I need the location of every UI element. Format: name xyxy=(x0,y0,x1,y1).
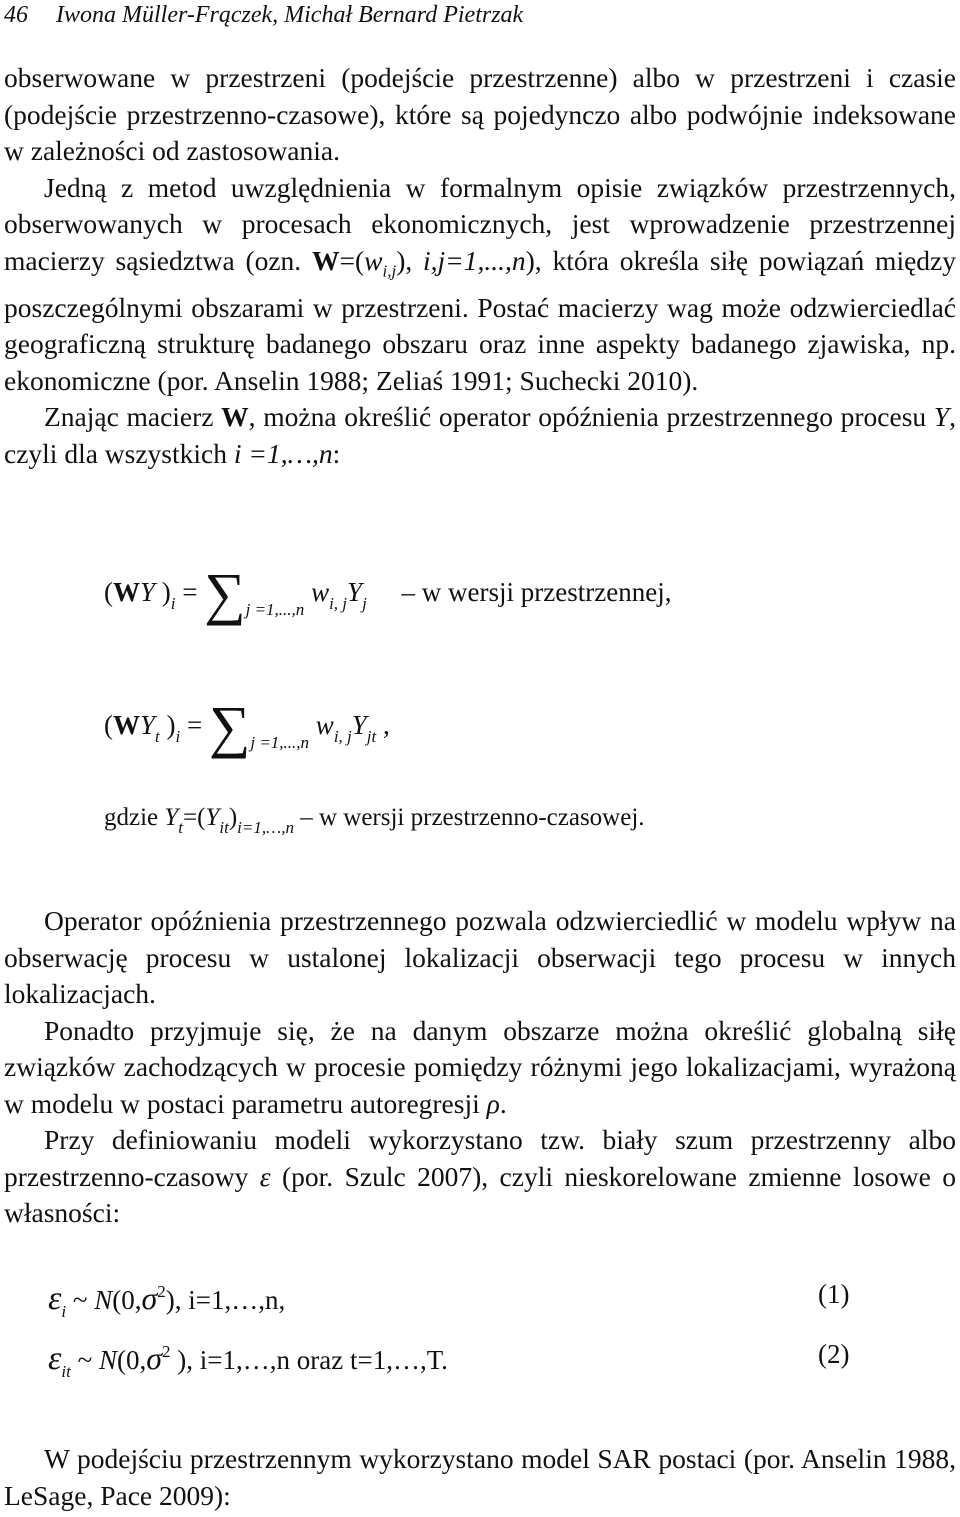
eq1-sum-sub: j =1,...,n xyxy=(245,600,305,619)
eqA-args-close: ), xyxy=(165,1285,182,1315)
p3-text-1: Znając macierz xyxy=(44,401,222,432)
p5-end: . xyxy=(499,1087,507,1119)
p3-text-2: , można określić operator opóźnienia przestrzennego procesu xyxy=(248,401,934,432)
p3-range: i =1,…,n xyxy=(233,437,333,469)
gdzie-eq: =( xyxy=(183,804,206,831)
eq2-Y2-sub: jt xyxy=(366,727,377,746)
eqA-sigma: σ xyxy=(141,1280,158,1316)
eq1-w-sub: i, j xyxy=(329,594,348,613)
p2-w-sub: i,j xyxy=(382,261,397,280)
paragraph-autoregression xyxy=(4,1013,956,1123)
eq1-Y2: Y xyxy=(347,577,363,607)
eqB-tilde: ~ xyxy=(70,1345,99,1375)
p2-w: w xyxy=(364,244,383,276)
eq2-W: W xyxy=(113,710,140,740)
p3-text-3: , czyli dla wszystkich xyxy=(4,401,956,469)
body-text-bottom xyxy=(4,1441,956,1514)
p7-text: W podejściu przestrzennym wykorzystano model SAR postaci (por. Anselin 1988, LeSage, Pace 2009): xyxy=(4,1443,956,1511)
eq1-Y: Y xyxy=(140,577,156,607)
eq1-paren-open: ( xyxy=(104,577,113,607)
paragraph-operator-intro xyxy=(4,399,956,472)
eq1-description: – w wersji przestrzennej, xyxy=(401,577,672,607)
eqA-args-open: (0, xyxy=(112,1285,142,1315)
eqB-sigma: σ xyxy=(146,1340,163,1376)
page-number: 46 xyxy=(4,2,28,28)
header-authors: Iwona Müller-Frączek, Michał Bernard Pietrzak xyxy=(56,2,524,28)
eq2-sum-symbol: ∑ xyxy=(208,694,251,759)
eqA-N: N xyxy=(94,1285,113,1315)
gdzie-word: gdzie xyxy=(104,804,165,831)
p2-text-1: Jedną z metod uwzględnienia w formalnym opisie związków przestrzennych, obserwowanych w procesach ekonomicznych, jest wprowadzenie przestrzennej macierzy sąsiedztwa (ozn. xyxy=(4,171,956,276)
eq1-Y2-sub: j xyxy=(362,594,367,613)
equation-2 xyxy=(48,1332,448,1392)
gdzie-Y-sub: t xyxy=(178,818,184,837)
p2-index-range: i,j=1,...,n xyxy=(423,244,526,276)
gdzie-Y2-sub: it xyxy=(219,818,229,837)
p2-close: ), xyxy=(396,244,424,276)
eq2-w: w xyxy=(315,710,334,740)
paragraph-white-noise xyxy=(4,1122,956,1232)
p5-rho: ρ xyxy=(486,1087,500,1119)
body-text-middle xyxy=(4,903,956,1232)
eq2-paren-open: ( xyxy=(104,710,113,740)
eq2-Y: Y xyxy=(140,710,156,740)
equation-spatiotemporal-lag xyxy=(104,694,390,763)
gdzie-Y: Y xyxy=(164,804,179,831)
p2-eq: =( xyxy=(339,244,365,276)
gdzie-range-sub: i=1,…,n xyxy=(237,818,294,837)
p2-matrix-W: W xyxy=(311,244,340,276)
eq2-lhs-sub: i xyxy=(175,727,181,746)
p6-epsilon: ε xyxy=(259,1160,271,1192)
eq2-w-sub: i, j xyxy=(333,727,352,746)
p6-text-1: Przy definiowaniu modeli wykorzystano tzw. biały szum przestrzenny albo przestrzenno-czasowy xyxy=(4,1124,956,1192)
eqB-oraz: oraz xyxy=(290,1345,350,1375)
paragraph-weight-matrix xyxy=(4,170,956,400)
eq2-Y2: Y xyxy=(351,710,367,740)
p3-matrix-W: W xyxy=(221,401,249,432)
gdzie-line xyxy=(104,798,645,848)
eqA-eps-sub: i xyxy=(61,1302,67,1321)
p2-text-2: ), która określa siłę powiązań między poszczególnymi obszarami w przestrzeni. Postać macierzy wag może odzwierciedlać geograficzną strukturę badanego obszaru oraz inne aspekty badanego zjawiska, np. ekonomiczne (por. Anselin 1988; Zeliaś 1991; Suchecki 2010). xyxy=(4,244,956,396)
eqA-range: i=1,…,n, xyxy=(181,1285,286,1315)
eq1-W: W xyxy=(113,577,140,607)
paragraph-intro-text: obserwowane w przestrzeni (podejście przestrzenne) albo w przestrzeni i czasie (podejście przestrzenno-czasowe), które są pojedynczo albo podwójnie indeksowane w zależności od zastosowania. xyxy=(4,62,956,166)
p5-text: Ponadto przyjmuje się, że na danym obszarze można określić globalną siłę związków zachodzących w procesie pomiędzy różnymi jego lokalizacjami, wyrażoną w modelu w postaci parametru autoregresji xyxy=(4,1014,956,1119)
p3-Y: Y xyxy=(933,401,950,432)
equation-number-2: (2) xyxy=(818,1339,850,1369)
eq1-sum-symbol: ∑ xyxy=(204,561,246,626)
eqA-sigma-sup: 2 xyxy=(157,1282,166,1301)
running-header xyxy=(4,0,944,30)
eqB-sigma-sup: 2 xyxy=(162,1342,171,1361)
eq2-equals: = xyxy=(180,710,209,740)
p3-colon: : xyxy=(332,437,341,469)
p4-text: Operator opóźnienia przestrzennego pozwala odzwierciedlić w modelu wpływ na obserwację procesu w ustalonej lokalizacji obserwacji tego procesu w innych lokalizacjach. xyxy=(4,905,956,1009)
eqB-range: i=1,…,n xyxy=(193,1345,290,1375)
eq2-sum-sub: j =1,...,n xyxy=(250,733,310,752)
eq2-Y-sub: t xyxy=(155,727,160,746)
paragraph-sar xyxy=(4,1441,956,1514)
paragraph-operator xyxy=(4,903,956,1013)
gdzie-close: ) xyxy=(228,804,238,831)
eqA-tilde: ~ xyxy=(66,1285,95,1315)
eq2-comma: , xyxy=(376,710,390,740)
eq2-paren-close: ) xyxy=(159,710,176,740)
eqA-epsilon: ε xyxy=(48,1280,62,1317)
eqB-epsilon: ε xyxy=(48,1340,62,1377)
eq1-lhs-sub: i xyxy=(170,594,176,613)
gdzie-Y2: Y xyxy=(205,804,220,831)
eqB-eps-sub: it xyxy=(61,1362,71,1381)
gdzie-description: – w wersji przestrzenno-czasowej. xyxy=(293,804,645,831)
eq1-w: w xyxy=(311,577,330,607)
eqB-args-open: (0, xyxy=(116,1345,147,1375)
eqB-range-2: t=1,…,T. xyxy=(349,1345,448,1375)
equation-1 xyxy=(48,1272,285,1332)
eqB-N: N xyxy=(98,1345,117,1375)
eqB-args-close: ), xyxy=(170,1345,194,1375)
body-text-top xyxy=(4,60,956,472)
equation-spatial-lag xyxy=(104,561,672,630)
equation-number-1: (1) xyxy=(818,1279,850,1309)
p6-text-2: (por. Szulc 2007), czyli nieskorelowane zmienne losowe o własności: xyxy=(4,1160,956,1228)
eq1-equals: = xyxy=(175,577,205,607)
eq1-paren-close: ) xyxy=(155,577,171,607)
paragraph-intro xyxy=(4,60,956,170)
